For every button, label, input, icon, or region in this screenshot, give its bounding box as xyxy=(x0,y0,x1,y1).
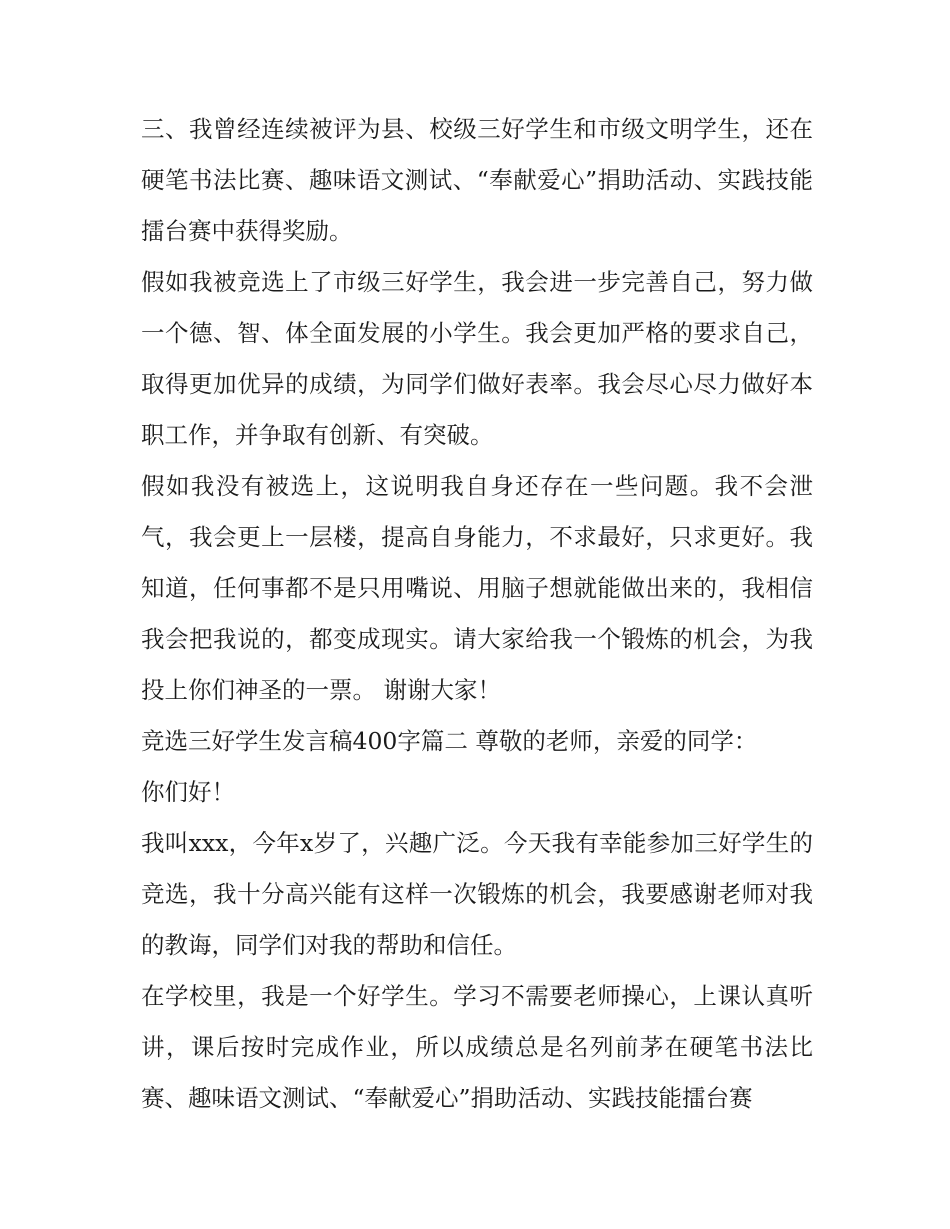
paragraph-at-school: 在学校里，我是一个好学生。学习不需要老师操心，上课认真听讲，课后按时完成作业，所以成绩总是名列前茅在硬笔书法比赛、趣味语文测试、“奉献爱心”捐助活动、实践技能擂台赛 xyxy=(141,982,813,1112)
paragraph-awards: 三、我曾经连续被评为县、校级三好学生和市级文明学生，还在硬笔书法比赛、趣味语文测试、“奉献爱心”捐助活动、实践技能擂台赛中获得奖励。 xyxy=(141,115,813,245)
document-body xyxy=(141,104,813,1124)
paragraph-if-elected: 假如我被竞选上了市级三好学生，我会进一步完善自己，努力做一个德、智、体全面发展的小学生。我会更加严格的要求自己，取得更加优异的成绩，为同学们做好表率。我会尽心尽力做好本职工作，并争取有创新、有突破。 xyxy=(141,268,813,449)
section-heading-speech-two: 竞选三好学生发言稿400字篇二 尊敬的老师，亲爱的同学： xyxy=(141,727,758,755)
paragraph-if-not-elected: 假如我没有被选上，这说明我自身还存在一些问题。我不会泄气，我会更上一层楼，提高自身能力，不求最好，只求更好。我知道，任何事都不是只用嘴说、用脑子想就能做出来的，我相信我会把我说的，都变成现实。请大家给我一个锻炼的机会，为我投上你们神圣的一票。 谢谢大家！ xyxy=(141,472,813,704)
paragraph-greeting: 你们好！ xyxy=(141,778,235,806)
paragraph-self-intro: 我叫xxx，今年x岁了，兴趣广泛。今天我有幸能参加三好学生的竞选，我十分高兴能有这样一次锻炼的机会，我要感谢老师对我的教诲，同学们对我的帮助和信任。 xyxy=(141,829,813,959)
